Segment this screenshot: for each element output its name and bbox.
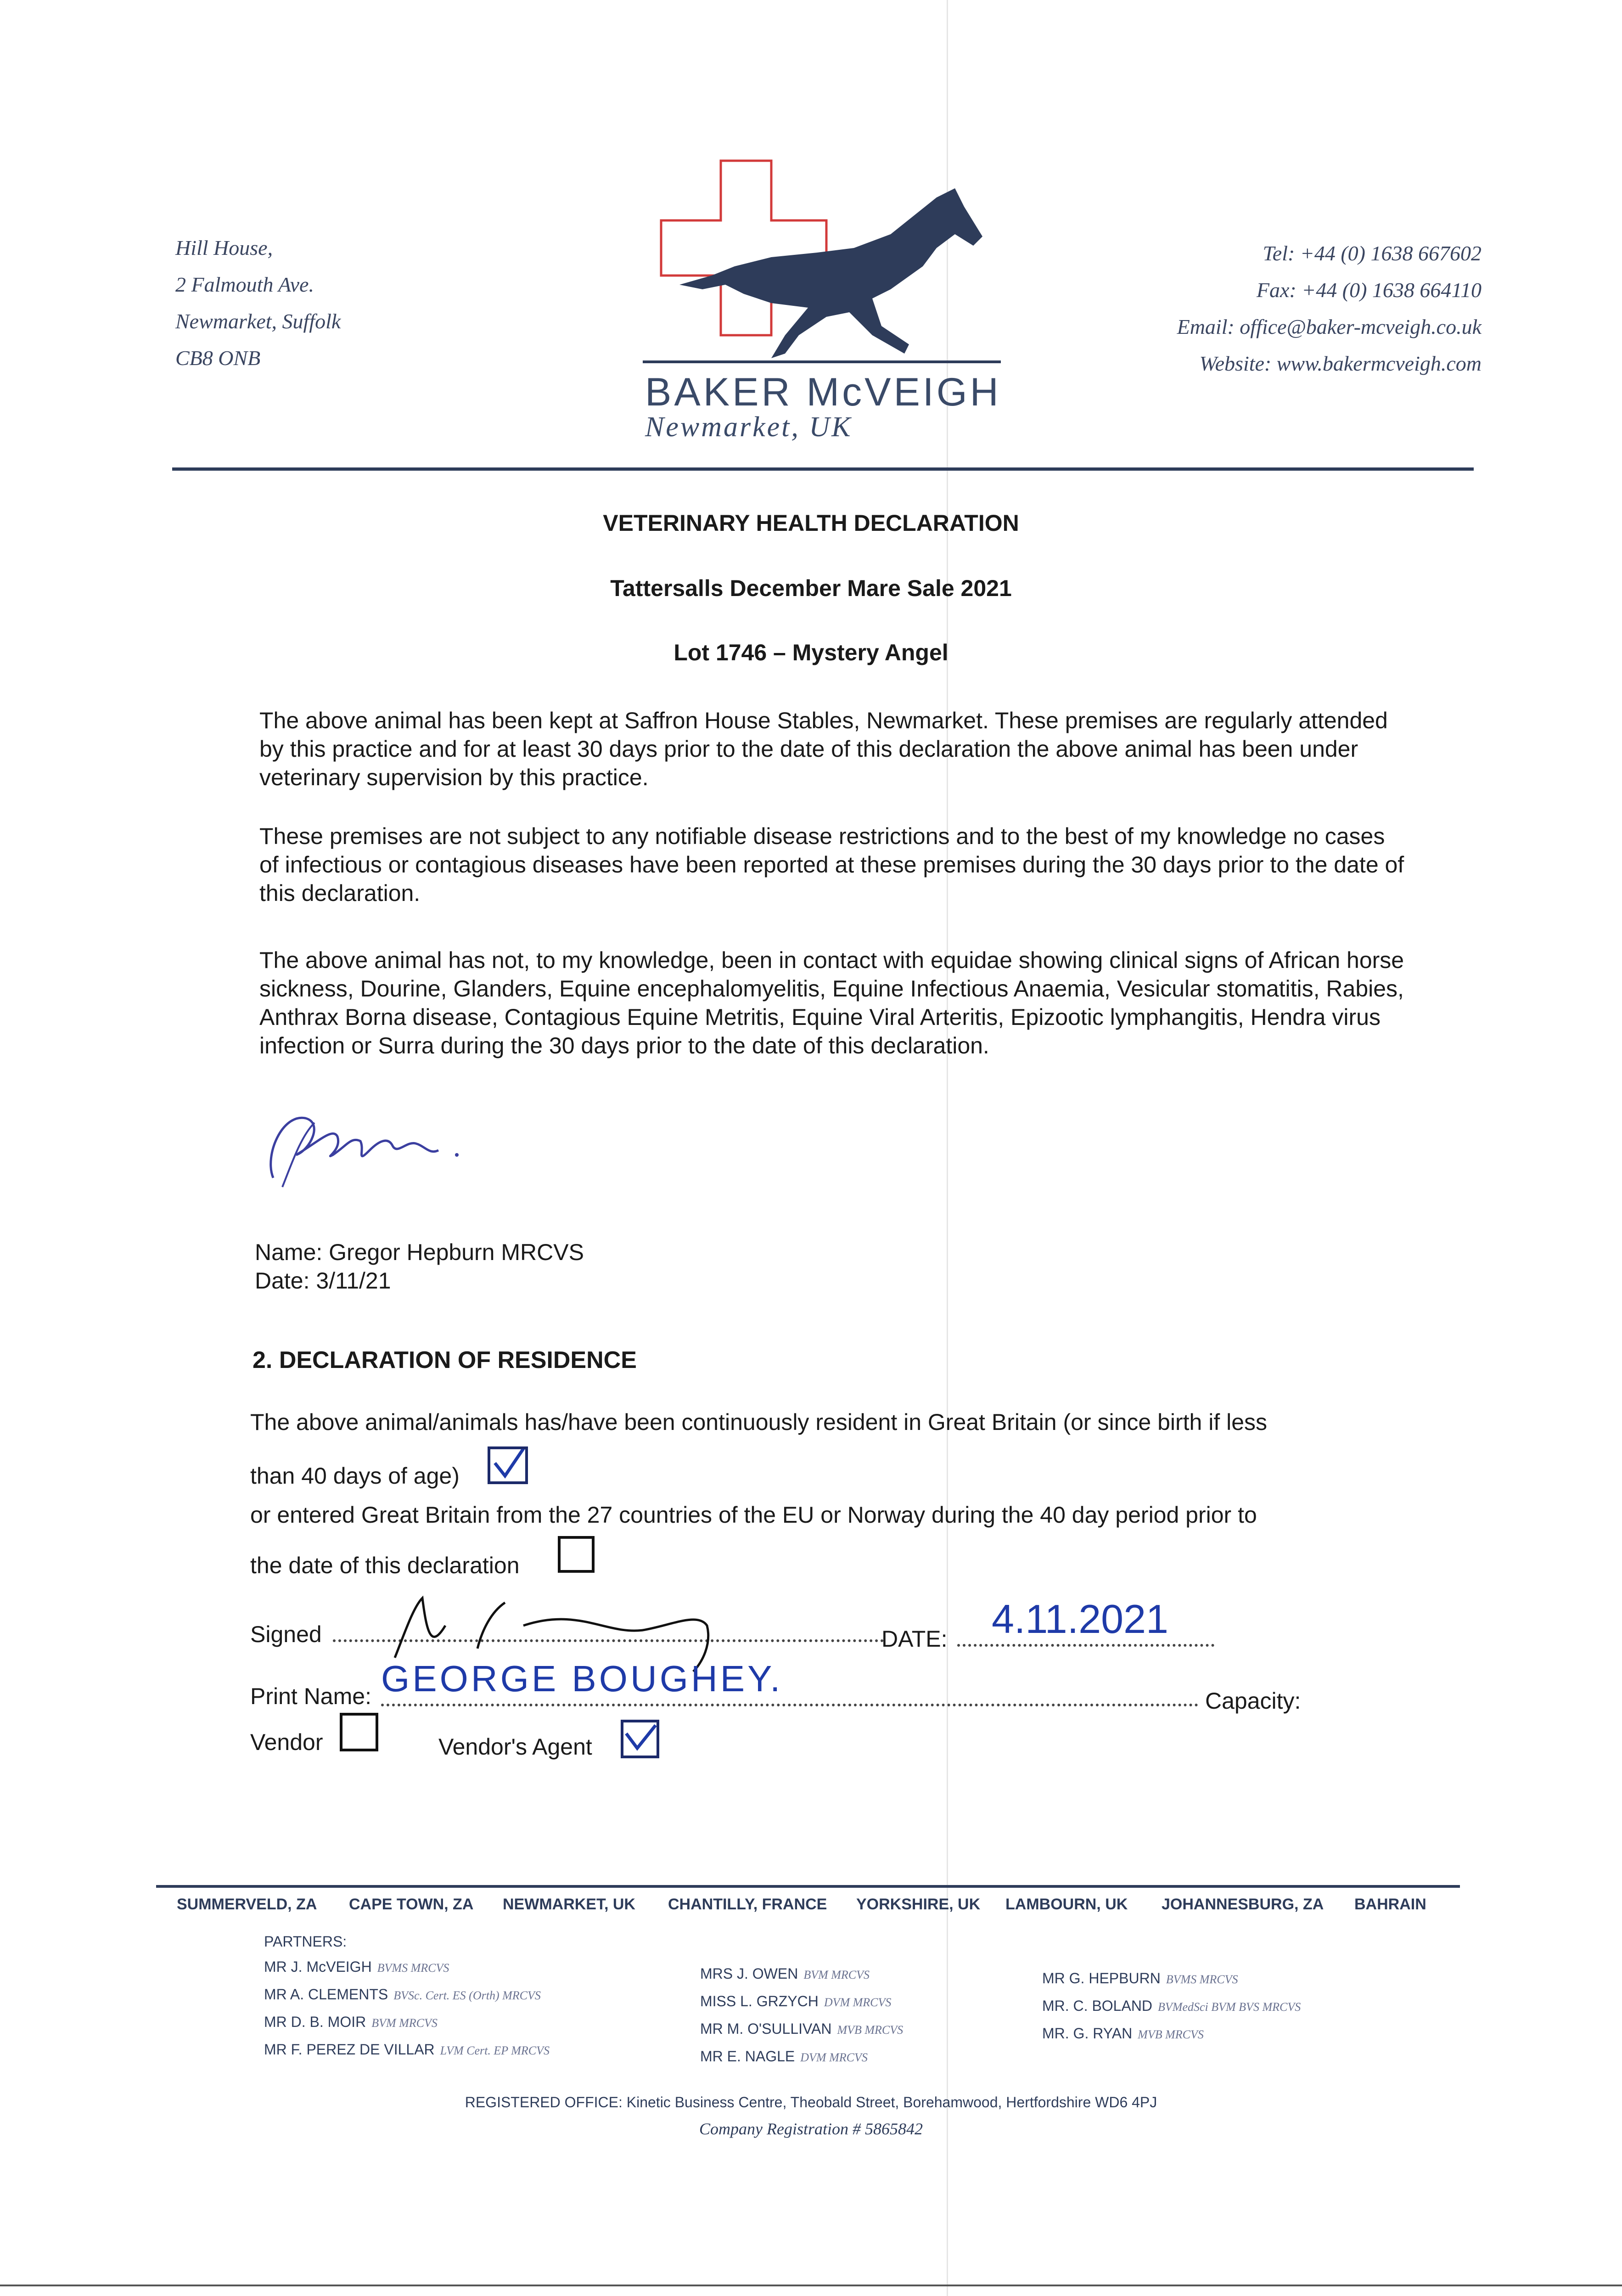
office-location: SUMMERVELD, ZA: [177, 1896, 317, 1913]
date-dotted-line: [957, 1644, 1214, 1647]
residence-heading: 2. DECLARATION OF RESIDENCE: [253, 1347, 637, 1373]
partner-name: MR A. CLEMENTS: [264, 1986, 388, 2003]
partner-entry: [264, 1986, 541, 2003]
footer-divider: [156, 1885, 1460, 1888]
office-location: JOHANNESBURG, ZA: [1162, 1896, 1324, 1913]
brand-name: BAKER McVEIGH: [645, 370, 1001, 414]
entered-checkbox[interactable]: [558, 1536, 595, 1573]
partner-qualification: BVSc. Cert. ES (Orth) MRCVS: [393, 1989, 541, 2002]
partner-name: MR M. O'SULLIVAN: [700, 2020, 832, 2037]
veterinarian-signature: [255, 1100, 475, 1201]
partner-name: MR. C. BOLAND: [1042, 1998, 1153, 2014]
address-line: CB8 ONB: [175, 346, 261, 370]
partner-qualification: BVMS MRCVS: [377, 1961, 449, 1975]
scan-bottom-edge: [0, 2285, 1622, 2286]
lot-title: Lot 1746 – Mystery Angel: [673, 640, 949, 665]
logo-underline: [643, 360, 1001, 363]
partner-entry: [1042, 2025, 1204, 2042]
capacity-label: Capacity:: [1205, 1688, 1301, 1714]
office-location: NEWMARKET, UK: [503, 1896, 635, 1913]
address-line: 2 Falmouth Ave.: [175, 273, 314, 296]
date-label: DATE:: [881, 1626, 948, 1652]
residence-text: than 40 days of age): [250, 1463, 460, 1489]
document-title: VETERINARY HEALTH DECLARATION: [603, 510, 1019, 536]
checkmark-icon: [623, 1722, 657, 1756]
partner-entry: [700, 2048, 868, 2065]
partner-qualification: MVB MRCVS: [837, 2023, 904, 2037]
partners-label: PARTNERS:: [264, 1933, 347, 1950]
checkmark-icon: [490, 1449, 525, 1481]
vendor-agent-label: Vendor's Agent: [438, 1734, 592, 1760]
brand-location: Newmarket, UK: [645, 411, 853, 443]
partner-name: MR F. PEREZ DE VILLAR: [264, 2041, 435, 2058]
resident-checkbox[interactable]: [488, 1446, 528, 1484]
office-location: LAMBOURN, UK: [1005, 1896, 1128, 1913]
partner-qualification: DVM MRCVS: [800, 2051, 868, 2064]
partner-name: MR. G. RYAN: [1042, 2025, 1133, 2042]
veterinarian-name: Name: Gregor Hepburn MRCVS: [255, 1239, 584, 1265]
vendor-label: Vendor: [250, 1729, 323, 1755]
partner-name: MR E. NAGLE: [700, 2048, 795, 2065]
contact-fax: Fax: +44 (0) 1638 664110: [1256, 278, 1482, 302]
office-location: CHANTILLY, FRANCE: [668, 1896, 827, 1913]
company-contact: [1177, 235, 1482, 382]
company-registration: Company Registration # 5865842: [699, 2120, 923, 2138]
partner-entry: [700, 1993, 891, 2010]
vendor-agent-checkbox[interactable]: [621, 1720, 659, 1758]
partner-name: MISS L. GRZYCH: [700, 1993, 819, 2009]
address-line: Hill House,: [175, 236, 273, 259]
partner-entry: [700, 2020, 903, 2037]
red-cross-icon: [661, 161, 826, 335]
office-location: YORKSHIRE, UK: [856, 1896, 981, 1913]
partner-name: MR G. HEPBURN: [1042, 1970, 1161, 1986]
partner-qualification: BVMS MRCVS: [1166, 1973, 1238, 1986]
address-line: Newmarket, Suffolk: [175, 310, 341, 333]
handwritten-date: 4.11.2021: [992, 1596, 1168, 1642]
partner-qualification: BVM MRCVS: [803, 1968, 870, 1981]
partner-qualification: MVB MRCVS: [1138, 2028, 1204, 2041]
registered-office: REGISTERED OFFICE: Kinetic Business Centre, Theobald Street, Borehamwood, Hertfordshire WD6 4PJ: [465, 2094, 1157, 2110]
print-name-dotted-line: [381, 1704, 1198, 1706]
partner-entry: [264, 1958, 449, 1975]
declaration-paragraph: The above animal has been kept at Saffron House Stables, Newmarket. These premises are regularly attended by this practice and for at least 30 days prior to the date of this declaration the above animal has been under veterinary supervision by this practice.: [259, 708, 1388, 790]
declaration-paragraph: These premises are not subject to any notifiable disease restrictions and to the best of my knowledge no cases of infectious or contagious diseases have been reported at these premises during the 30 days prior to the date of this declaration.: [259, 823, 1404, 906]
partner-qualification: DVM MRCVS: [824, 1996, 892, 2009]
contact-email: Email: office@baker-mcveigh.co.uk: [1177, 315, 1482, 338]
print-name-label: Print Name:: [250, 1683, 371, 1709]
contact-telephone: Tel: +44 (0) 1638 667602: [1263, 242, 1482, 265]
sale-title: Tattersalls December Mare Sale 2021: [610, 575, 1012, 601]
residence-text: the date of this declaration: [250, 1553, 520, 1578]
contact-website: Website: www.bakermcveigh.com: [1199, 352, 1482, 375]
partner-qualification: BVMedSci BVM BVS MRCVS: [1158, 2000, 1301, 2014]
partner-entry: [1042, 1970, 1238, 1987]
declaration-paragraph: The above animal has not, to my knowledge, been in contact with equidae showing clinical signs of African horse sickness, Dourine, Glanders, Equine encephalomyelitis, Equine Infectious Anaemia, Vesicular stomatitis, Rabies, Anthrax Borna disease, Contagious Equine Metritis, Equine Viral Arteritis, Epizootic lymphangitis, Hendra virus infection or Surra during the 30 days prior to the date of this declaration.: [259, 947, 1404, 1058]
office-location: CAPE TOWN, ZA: [349, 1896, 474, 1913]
partner-entry: [264, 2041, 550, 2058]
partner-entry: [700, 1965, 870, 1982]
signed-label: Signed: [250, 1621, 322, 1647]
partner-qualification: BVM MRCVS: [371, 2016, 438, 2030]
partner-name: MR J. McVEIGH: [264, 1958, 372, 1975]
header-divider: [172, 467, 1474, 471]
company-address: [175, 230, 341, 377]
partner-entry: [1042, 1998, 1301, 2015]
declaration-date: Date: 3/11/21: [255, 1268, 391, 1294]
residence-text: or entered Great Britain from the 27 countries of the EU or Norway during the 40 day period prior to: [250, 1502, 1257, 1528]
residence-text: The above animal/animals has/have been continuously resident in Great Britain (or since birth if less: [250, 1409, 1268, 1435]
partner-name: MR D. B. MOIR: [264, 2014, 366, 2030]
partner-name: MRS J. OWEN: [700, 1965, 798, 1982]
partner-qualification: LVM Cert. EP MRCVS: [440, 2044, 550, 2057]
handwritten-print-name: GEORGE BOUGHEY.: [381, 1658, 783, 1699]
office-location: BAHRAIN: [1354, 1896, 1426, 1913]
horse-silhouette-icon: [679, 188, 982, 358]
vendor-checkbox[interactable]: [340, 1713, 378, 1751]
partner-entry: [264, 2014, 438, 2031]
